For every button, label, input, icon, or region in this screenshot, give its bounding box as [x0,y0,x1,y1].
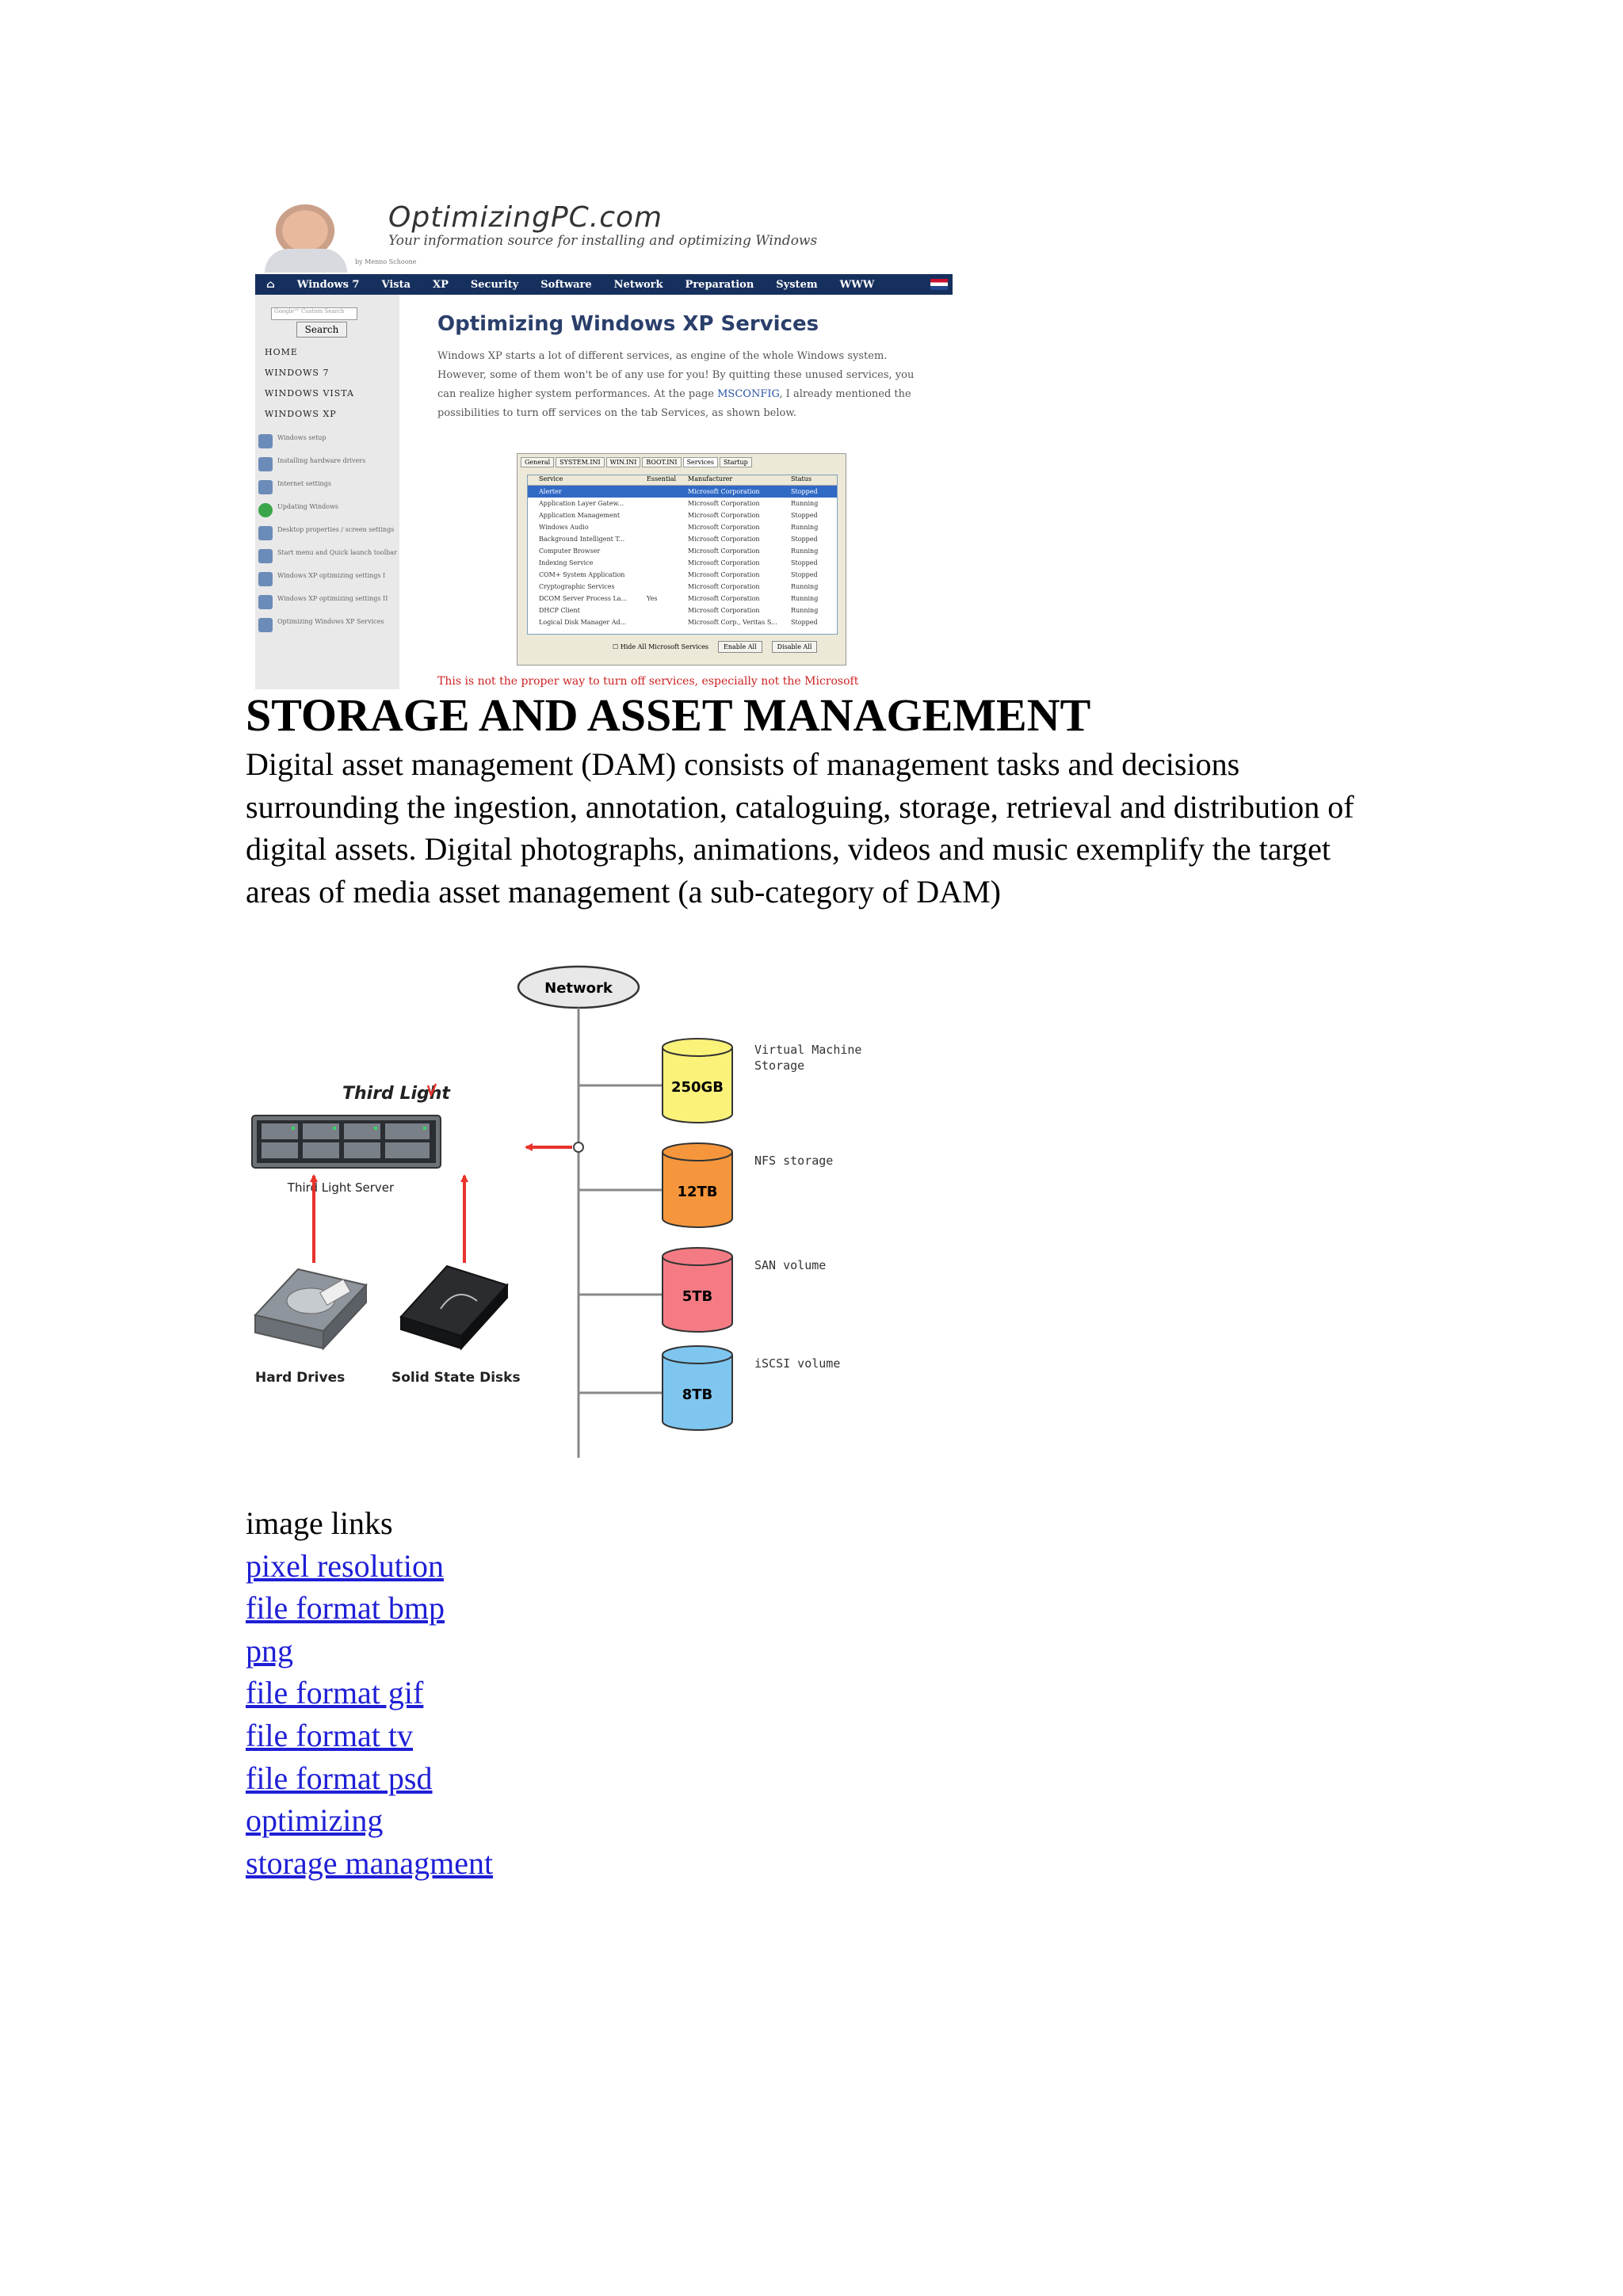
ssd-label: Solid State Disks [391,1370,521,1386]
sidebar-links [258,434,397,632]
dutch-flag-icon [930,279,948,290]
search-input: Google™ Custom Search [271,307,357,320]
sidebar-item: HOME [265,347,298,357]
enable-all-button: Enable All [718,641,762,653]
settings-icon [258,572,273,586]
site-tagline: Your information source for installing and optimizing Windows [388,233,818,249]
service-row: Computer Browser Microsoft Corporation Running [539,547,819,555]
site-banner [255,196,953,274]
image-links-label: image links [246,1505,393,1541]
network-label: Network [544,980,613,997]
link-optimizing[interactable]: optimizing [246,1802,384,1839]
driver-icon [258,457,273,471]
volume-cylinder [663,1039,861,1123]
volume-size-label: 12TB [677,1184,718,1200]
sidebar-link: Windows setup [258,434,397,448]
sidebar-link: Start menu and Quick launch toolbar [258,549,397,563]
volume-size-label: 8TB [682,1386,713,1403]
volume-description: iSCSI volume [754,1356,841,1371]
service-row: Windows Audio Microsoft Corporation Running [539,524,819,531]
sidebar-item: WINDOWS XP [265,409,337,419]
sidebar-link: Optimizing Windows XP Services [258,618,397,632]
link-file-format-psd[interactable]: file format psd [246,1760,433,1796]
nav-item: Vista [381,278,411,291]
link-pixel-resolution[interactable]: pixel resolution [246,1547,444,1584]
service-row: COM+ System Application Microsoft Corporation Stopped [539,571,818,578]
hide-ms-services-checkbox: ☐ Hide All Microsoft Services [613,643,709,650]
hard-drives-label: Hard Drives [255,1370,346,1386]
volume-cylinder [663,1346,840,1430]
volume-description: SAN volume [754,1258,827,1272]
dialog-tab: BOOT.INI [642,457,681,467]
dialog-tab: SYSTEM.INI [556,457,604,467]
link-file-format-tv[interactable]: file format tv [246,1717,414,1753]
service-row: Cryptographic Services Microsoft Corporation Running [539,583,819,590]
service-row: Indexing Service Microsoft Corporation Stopped [539,559,818,566]
start-menu-icon [258,549,273,563]
nav-item: Software [540,278,592,291]
ssd-icon [401,1266,507,1348]
nav-item: WWW [839,278,875,291]
volume-size-label: 250GB [670,1079,724,1096]
services-icon [258,618,273,632]
nav-item: Network [613,278,663,291]
sidebar-link: Updating Windows [258,503,397,517]
nav-item: XP [433,278,449,291]
warning-text: This is not the proper way to turn off services, especially not the Microsoft [437,675,859,688]
optimizingpc-screenshot [255,196,953,689]
link-file-format-gif[interactable]: file format gif [246,1675,424,1711]
author-photo [258,196,352,273]
third-light-logo: Third Light [342,1084,450,1104]
dialog-footer [613,641,817,653]
service-row: Application Layer Gatew... Microsoft Corporation Running [539,500,819,507]
link-storage-managment[interactable]: storage managment [246,1844,494,1881]
update-icon [258,503,273,517]
storage-diagram [250,960,918,1464]
sidebar-link: Windows XP optimizing settings I [258,572,397,586]
msconfig-link: MSCONFIG [717,388,780,400]
volume-cylinder [663,1143,833,1227]
server-label: Third Light Server [287,1180,395,1195]
dialog-tab-active: Services [683,457,718,467]
image-links [246,1502,493,1884]
link-png[interactable]: png [246,1632,293,1669]
service-row: Application Management Microsoft Corporation Stopped [539,512,818,519]
site-byline: by Menno Schoone [355,258,417,265]
storage-diagram-svg [250,960,918,1464]
dialog-tabs [517,454,846,467]
section-heading: STORAGE AND ASSET MANAGEMENT [246,689,1091,741]
service-row: DHCP Client Microsoft Corporation Running [539,607,819,614]
sidebar-link: Internet settings [258,480,397,494]
link-file-format-bmp[interactable]: file format bmp [246,1590,445,1627]
sidebar-nav [265,347,354,419]
volume-description: NFS storage [754,1154,834,1168]
junction-node [574,1142,583,1152]
site-logo: OptimizingPC.com [388,201,663,234]
nav-item: Security [470,278,519,291]
dialog-tab: General [521,457,554,467]
sidebar-link: Desktop properties / screen settings [258,526,397,540]
article-intro: Windows XP starts a lot of different services, as engine of the whole Windows system. However, some of them won't be of any use for you! By quitting these unused services, you can realize higher system performances. At the page MSCONFIG, I already mentioned the possibilities to turn off services on the tab Services, as shown below. [437,350,915,419]
internet-icon [258,480,273,494]
desktop-icon [258,526,273,540]
sidebar-item: WINDOWS 7 [265,368,330,378]
volume-cylinder [663,1248,826,1332]
service-row: Logical Disk Manager Ad... Microsoft Corp., Veritas S... Stopped [539,619,818,626]
intro-paragraph: Digital asset management (DAM) consists of management tasks and decisions surrounding the ingestion, annotation, cataloguing, storage, retrieval and distribution of digital assets. Digital photographs, animations, videos and music exemplify the target areas of media asset management (a sub-category of DAM) [246,746,1354,910]
disable-all-button: Disable All [772,641,818,653]
hard-drive-icon [255,1269,366,1348]
nav-item: System [776,278,818,291]
server-icon [252,1116,441,1168]
dialog-tab: WIN.INI [606,457,641,467]
services-list [527,475,838,635]
setup-icon [258,434,273,448]
search-button: Search [296,322,347,338]
nav-item: Preparation [685,278,754,291]
msconfig-dialog [517,453,846,666]
volume-description: Storage [754,1058,805,1073]
volume-description: Virtual Machine [754,1043,862,1057]
sidebar-link: Windows XP optimizing settings II [258,595,397,609]
services-list-header: Service Essential Manufacturer Status [528,475,837,486]
site-nav [255,274,953,295]
settings-icon [258,595,273,609]
service-row: Background Intelligent T... Microsoft Corporation Stopped [539,536,818,543]
volume-size-label: 5TB [682,1288,713,1305]
volume-group [663,1039,861,1430]
dialog-tab: Startup [720,457,752,467]
sidebar-link: Installing hardware drivers [258,457,397,471]
service-row: DCOM Server Process La... Yes Microsoft Corporation Running [539,595,819,602]
sidebar-item: WINDOWS VISTA [265,388,354,399]
service-row: Alerter Microsoft Corporation Stopped [528,486,837,498]
nav-item: Windows 7 [296,278,360,291]
home-icon: ⌂ [266,278,275,291]
article-title: Optimizing Windows XP Services [437,312,819,336]
